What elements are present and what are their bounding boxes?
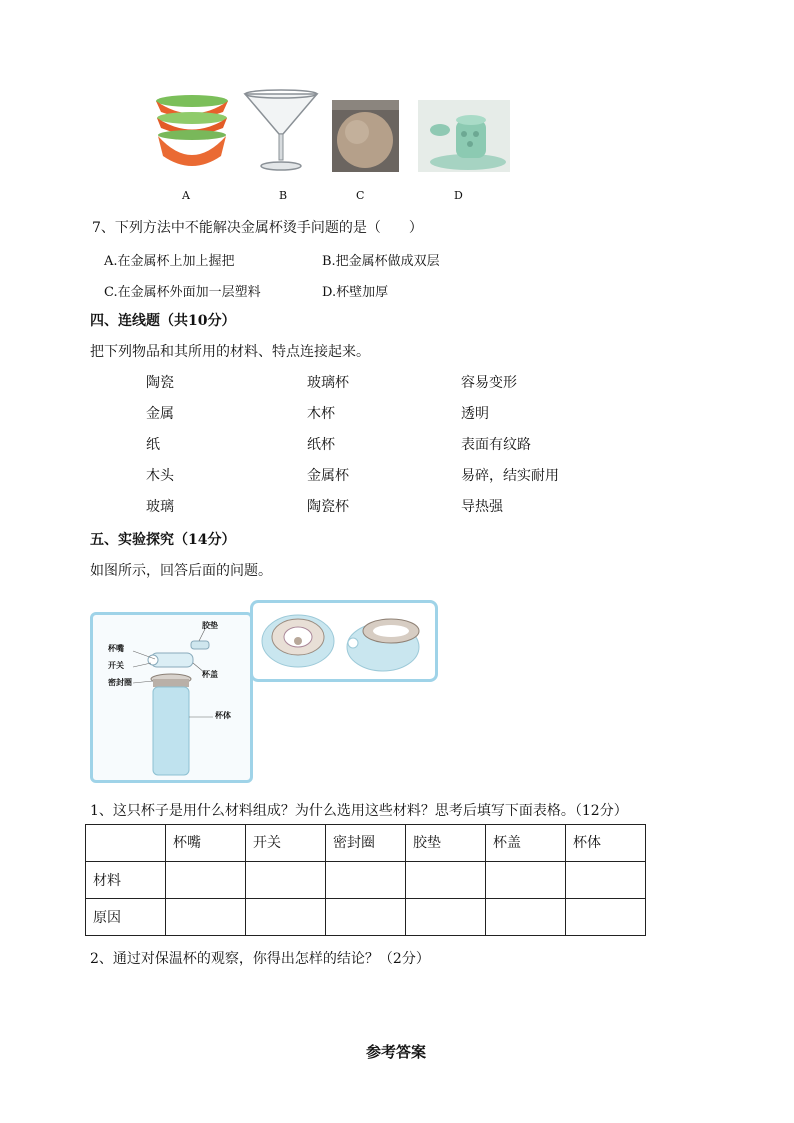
table-row-label: 原因	[86, 899, 166, 936]
image-label-d: D	[454, 189, 463, 202]
table-row-label: 材料	[86, 862, 166, 899]
image-label-b: B	[279, 189, 288, 202]
q7-option-a: A.在金属杯上加上握把	[104, 254, 235, 269]
section4-title: 四、连线题（共10分）	[90, 313, 236, 329]
table-header-cell: 杯盖	[486, 825, 566, 862]
section5-q2: 2、通过对保温杯的观察，你得出怎样的结论？（2分）	[90, 951, 430, 967]
table-header-row	[86, 825, 646, 862]
q7-option-b: B.把金属杯做成双层	[322, 254, 440, 269]
label-lid: 杯盖	[202, 670, 218, 679]
materials-table	[85, 824, 646, 936]
table-header-cell: 杯嘴	[166, 825, 246, 862]
q7-option-c: C.在金属杯外面加一层塑料	[104, 285, 261, 300]
match-col3-item: 导热强	[461, 499, 503, 515]
match-col2-item: 金属杯	[307, 468, 349, 484]
thermos-diagram	[90, 612, 253, 783]
table-header-cell: 杯体	[566, 825, 646, 862]
table-cell[interactable]	[566, 862, 646, 899]
table-row	[86, 862, 646, 899]
glass-cup-icon	[243, 86, 319, 174]
match-col2-item: 木杯	[307, 406, 335, 422]
match-col1-item: 纸	[146, 437, 160, 453]
thermos-lid-photo	[250, 600, 438, 682]
answer-title: 参考答案	[366, 1043, 427, 1061]
image-a-stacked-bowls	[153, 86, 231, 174]
match-col3-item: 表面有纹路	[461, 437, 531, 453]
match-col2-item: 玻璃杯	[307, 375, 349, 391]
label-body: 杯体	[215, 711, 231, 720]
table-cell[interactable]	[566, 899, 646, 936]
table-row	[86, 899, 646, 936]
match-col1-item: 金属	[146, 406, 174, 422]
lid-closeup-icon	[253, 603, 435, 679]
table-cell[interactable]	[246, 899, 326, 936]
table-header-cell: 开关	[246, 825, 326, 862]
match-col1-item: 陶瓷	[146, 375, 174, 391]
image-b-glass	[243, 86, 319, 174]
image-c-stone-ball	[332, 100, 399, 172]
q7-option-d: D.杯壁加厚	[322, 285, 389, 300]
table-cell[interactable]	[326, 862, 406, 899]
section4-instruction: 把下列物品和其所用的材料、特点连接起来。	[90, 344, 370, 360]
match-col3-item: 易碎，结实耐用	[461, 468, 559, 484]
match-col1-item: 玻璃	[146, 499, 174, 515]
table-cell[interactable]	[486, 862, 566, 899]
table-cell[interactable]	[246, 862, 326, 899]
image-label-c: C	[356, 189, 365, 202]
table-cell[interactable]	[326, 899, 406, 936]
table-cell[interactable]	[406, 899, 486, 936]
label-spout: 杯嘴	[108, 644, 124, 653]
match-col3-item: 容易变形	[461, 375, 517, 391]
section5-q1: 1、这只杯子是用什么材料组成？为什么选用这些材料？思考后填写下面表格。（12分）	[90, 803, 628, 819]
thermos-parts-icon	[93, 615, 250, 780]
section5-title: 五、实验探究（14分）	[90, 532, 236, 548]
ceramic-teaset-icon	[418, 100, 510, 172]
table-header-cell: 密封圈	[326, 825, 406, 862]
table-cell[interactable]	[406, 862, 486, 899]
section5-instruction: 如图所示，回答后面的问题。	[90, 563, 272, 579]
label-switch: 开关	[108, 661, 124, 670]
label-seal-ring: 密封圈	[108, 678, 132, 687]
table-cell[interactable]	[486, 899, 566, 936]
table-cell[interactable]	[166, 862, 246, 899]
match-col2-item: 纸杯	[307, 437, 335, 453]
image-label-a: A	[182, 189, 190, 202]
q7-stem: 7、下列方法中不能解决金属杯烫手问题的是（ ）	[92, 220, 423, 236]
image-d-ceramic	[418, 100, 510, 172]
stone-ball-icon	[332, 100, 399, 172]
label-gasket: 胶垫	[202, 621, 218, 630]
table-header-cell	[86, 825, 166, 862]
match-col3-item: 透明	[461, 406, 489, 422]
table-header-cell: 胶垫	[406, 825, 486, 862]
match-col2-item: 陶瓷杯	[307, 499, 349, 515]
match-col1-item: 木头	[146, 468, 174, 484]
stacked-bowls-icon	[153, 86, 231, 174]
table-cell[interactable]	[166, 899, 246, 936]
